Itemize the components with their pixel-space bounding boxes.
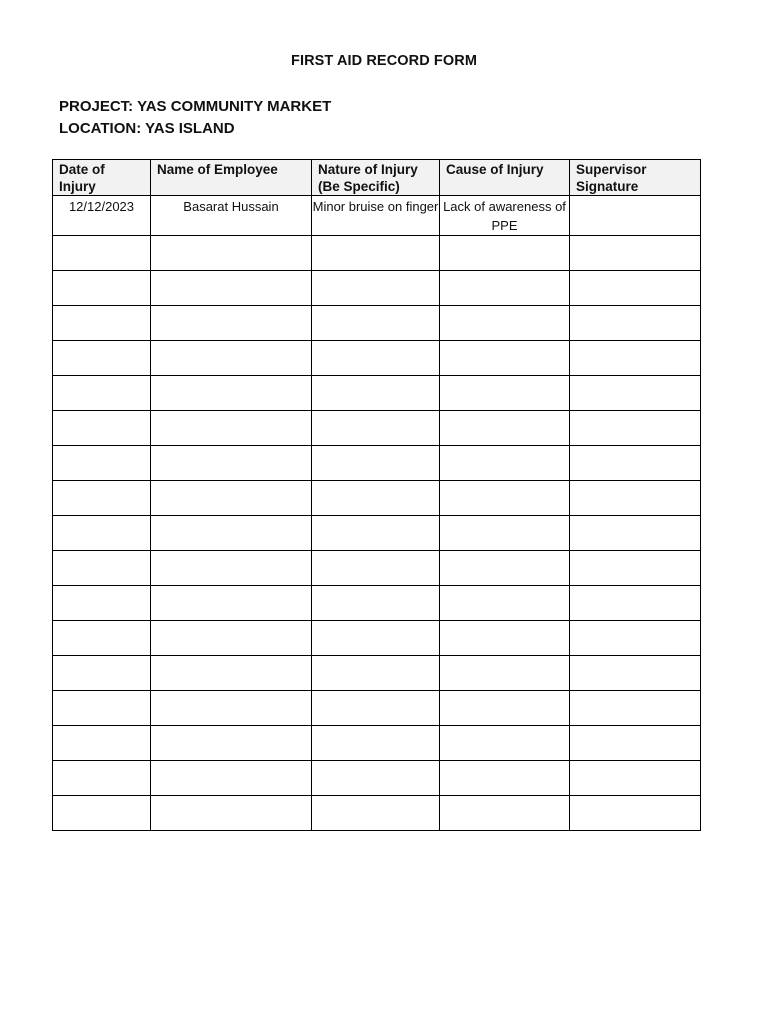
injury-cause-cell <box>440 551 570 586</box>
injury-nature-cell <box>312 446 440 481</box>
injury-cause-cell <box>440 621 570 656</box>
table-row <box>53 691 701 726</box>
injury-cause-cell <box>440 376 570 411</box>
employee-name-cell <box>151 656 312 691</box>
date-cell <box>53 796 151 831</box>
employee-name-cell <box>151 691 312 726</box>
supervisor-signature-cell <box>570 796 701 831</box>
table-row <box>53 481 701 516</box>
table-row <box>53 516 701 551</box>
table-row <box>53 586 701 621</box>
supervisor-signature-cell <box>570 376 701 411</box>
date-cell <box>53 621 151 656</box>
date-cell <box>53 656 151 691</box>
injury-cause-cell <box>440 691 570 726</box>
injury-cause-cell <box>440 236 570 271</box>
supervisor-signature-cell <box>570 761 701 796</box>
table-row <box>53 376 701 411</box>
employee-name-cell <box>151 796 312 831</box>
supervisor-signature-cell <box>570 551 701 586</box>
injury-nature-cell <box>312 761 440 796</box>
header-supervisor-signature: Supervisor Signature <box>570 160 701 196</box>
header-nature-of-injury: Nature of Injury (Be Specific) <box>312 160 440 196</box>
injury-nature-cell <box>312 341 440 376</box>
supervisor-signature-cell <box>570 726 701 761</box>
supervisor-signature-cell <box>570 516 701 551</box>
injury-cause-cell <box>440 446 570 481</box>
injury-cause-cell <box>440 516 570 551</box>
date-cell <box>53 586 151 621</box>
supervisor-signature-cell <box>570 341 701 376</box>
supervisor-signature-cell <box>570 446 701 481</box>
date-cell <box>53 481 151 516</box>
date-cell <box>53 376 151 411</box>
injury-nature-cell <box>312 271 440 306</box>
table-row <box>53 621 701 656</box>
employee-name-cell <box>151 621 312 656</box>
date-cell <box>53 691 151 726</box>
injury-nature-cell <box>312 516 440 551</box>
supervisor-signature-cell <box>570 656 701 691</box>
injury-nature-cell <box>312 691 440 726</box>
injury-nature-cell <box>312 306 440 341</box>
employee-name-cell <box>151 446 312 481</box>
employee-name-cell <box>151 236 312 271</box>
injury-nature-cell <box>312 586 440 621</box>
injury-cause-cell <box>440 761 570 796</box>
date-cell <box>53 516 151 551</box>
table-row <box>53 341 701 376</box>
page-title: FIRST AID RECORD FORM <box>290 53 478 69</box>
date-cell <box>53 341 151 376</box>
date-cell: 12/12/2023 <box>53 196 151 236</box>
employee-name-cell <box>151 306 312 341</box>
date-cell <box>53 726 151 761</box>
employee-name-cell <box>151 726 312 761</box>
date-cell <box>53 411 151 446</box>
injury-cause-cell <box>440 306 570 341</box>
table-row <box>53 796 701 831</box>
injury-nature-cell <box>312 376 440 411</box>
injury-cause-cell <box>440 656 570 691</box>
injury-nature-cell <box>312 656 440 691</box>
supervisor-signature-cell <box>570 196 701 236</box>
table-row <box>53 236 701 271</box>
injury-nature-cell <box>312 621 440 656</box>
supervisor-signature-cell <box>570 236 701 271</box>
table-row <box>53 726 701 761</box>
table-header-row <box>53 160 701 196</box>
injury-cause-cell: Lack of awareness of PPE <box>440 196 570 236</box>
table-body <box>53 196 701 831</box>
injury-cause-cell <box>440 726 570 761</box>
supervisor-signature-cell <box>570 691 701 726</box>
employee-name-cell <box>151 551 312 586</box>
header-date-of-injury: Date of Injury <box>53 160 151 196</box>
supervisor-signature-cell <box>570 271 701 306</box>
injury-nature-cell <box>312 236 440 271</box>
employee-name-cell <box>151 516 312 551</box>
supervisor-signature-cell <box>570 481 701 516</box>
supervisor-signature-cell <box>570 621 701 656</box>
injury-nature-cell <box>312 411 440 446</box>
employee-name-cell <box>151 341 312 376</box>
date-cell <box>53 551 151 586</box>
table-row <box>53 656 701 691</box>
injury-nature-cell <box>312 726 440 761</box>
date-cell <box>53 236 151 271</box>
injury-cause-cell <box>440 481 570 516</box>
first-aid-record-table <box>52 159 701 831</box>
injury-cause-cell <box>440 796 570 831</box>
injury-nature-cell <box>312 481 440 516</box>
supervisor-signature-cell <box>570 306 701 341</box>
table-row <box>53 411 701 446</box>
employee-name-cell <box>151 411 312 446</box>
location-line: LOCATION: YAS ISLAND <box>59 120 235 137</box>
date-cell <box>53 761 151 796</box>
employee-name-cell <box>151 376 312 411</box>
table-row <box>53 761 701 796</box>
header-name-of-employee: Name of Employee <box>151 160 312 196</box>
employee-name-cell <box>151 271 312 306</box>
injury-nature-cell <box>312 796 440 831</box>
employee-name-cell <box>151 586 312 621</box>
table-row <box>53 306 701 341</box>
table-row <box>53 446 701 481</box>
supervisor-signature-cell <box>570 411 701 446</box>
injury-cause-cell <box>440 341 570 376</box>
injury-nature-cell: Minor bruise on finger <box>312 196 440 236</box>
header-cause-of-injury: Cause of Injury <box>440 160 570 196</box>
employee-name-cell: Basarat Hussain <box>151 196 312 236</box>
injury-nature-cell <box>312 551 440 586</box>
employee-name-cell <box>151 481 312 516</box>
table-row <box>53 551 701 586</box>
supervisor-signature-cell <box>570 586 701 621</box>
employee-name-cell <box>151 761 312 796</box>
table-row <box>53 196 701 236</box>
date-cell <box>53 271 151 306</box>
date-cell <box>53 446 151 481</box>
project-line: PROJECT: YAS COMMUNITY MARKET <box>59 98 332 115</box>
injury-cause-cell <box>440 411 570 446</box>
injury-cause-cell <box>440 586 570 621</box>
date-cell <box>53 306 151 341</box>
injury-cause-cell <box>440 271 570 306</box>
table-row <box>53 271 701 306</box>
